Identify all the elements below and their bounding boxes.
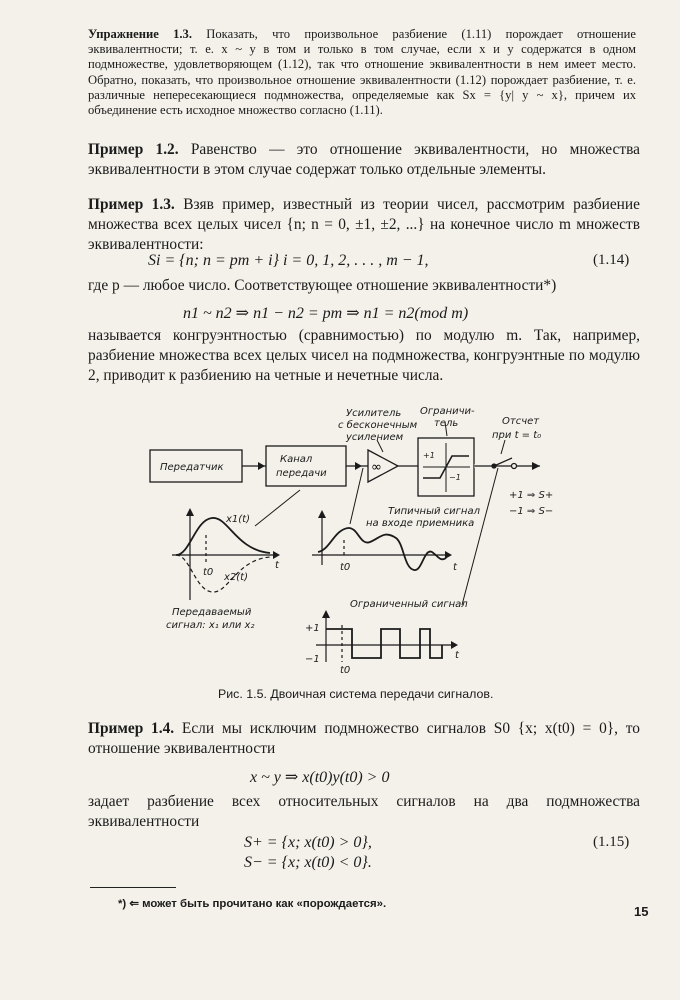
plot3-t-label: t bbox=[455, 650, 459, 661]
plot1-pointer bbox=[255, 490, 300, 526]
amp-input-arrow bbox=[355, 462, 362, 470]
plot2-y-arrow bbox=[318, 510, 326, 518]
plot3-t0-label: t0 bbox=[340, 665, 351, 676]
channel-label: Канал bbox=[280, 454, 313, 465]
example-1-4 bbox=[88, 719, 640, 759]
plot1-t0-label: t0 bbox=[203, 567, 214, 578]
limiter-label-1: Ограничи- bbox=[420, 406, 475, 417]
congruence-text: называется конгруэнтностью (сравнимостью) по модулю m. Так, например, разбиение множества всех целых чисел на подмножества, конгруэнтные по модулю 2, приводит к разбиению на четные и нечетные числа. bbox=[88, 327, 640, 384]
plot3-square-wave bbox=[326, 629, 442, 658]
sampling-label-1: Отсчет bbox=[502, 416, 540, 427]
plot2-curve bbox=[318, 528, 446, 570]
output-arrow bbox=[532, 462, 540, 470]
switch-blade bbox=[494, 458, 512, 466]
example-1-2-text: Равенство — это отношение эквивалентности, но множества эквивалентности в этом случае содержат только отдельные элементы. bbox=[88, 141, 640, 178]
plot1-x-arrow bbox=[273, 551, 280, 559]
plot2-pointer bbox=[350, 468, 363, 524]
formula-s-minus: S− = {x; x(t0) < 0}. bbox=[244, 854, 372, 871]
example-1-3 bbox=[88, 195, 640, 255]
plot2-label-1: Типичный сигнал bbox=[388, 506, 480, 517]
sampling-pointer bbox=[501, 440, 505, 454]
amplifier-label-3: усилением bbox=[346, 432, 404, 443]
example-1-4-cont: задает разбиение всех относительных сигналов на два подмножества эквивалентности bbox=[88, 793, 640, 830]
switch-contact bbox=[512, 464, 517, 469]
example-1-2-label: Пример 1.2. bbox=[88, 141, 179, 158]
plot1-caption-1: Передаваемый bbox=[172, 607, 252, 618]
sampling-label-2-visible: при t = t₀ bbox=[492, 430, 542, 441]
channel-input-arrow bbox=[258, 462, 265, 470]
plot3-plus-label: +1 bbox=[305, 623, 320, 634]
plot1-x2-label: x2(t) bbox=[224, 572, 249, 583]
plot1-transmitted-signal bbox=[172, 510, 278, 600]
formula-equivalence: x ~ y ⇒ x(t0)y(t0) > 0 bbox=[250, 769, 390, 786]
limiter-minus: −1 bbox=[449, 473, 461, 482]
equation-number-1-14: (1.14) bbox=[593, 252, 630, 268]
footnote: *) ⇐ может быть прочитано как «порождается». bbox=[118, 898, 387, 910]
limiter-label-2: тель bbox=[434, 418, 459, 429]
equation-number-1-15: (1.15) bbox=[593, 834, 630, 850]
example-1-2 bbox=[88, 140, 640, 180]
formula-s-plus: S+ = {x; x(t0) > 0}, bbox=[244, 834, 372, 851]
plot3-x-arrow bbox=[451, 641, 458, 649]
example-1-3-label: Пример 1.3. bbox=[88, 196, 175, 213]
channel-block bbox=[266, 446, 346, 486]
transmitter-label: Передатчик bbox=[160, 462, 224, 473]
plot2-x-arrow bbox=[445, 551, 452, 559]
example-1-3-text: Взяв пример, известный из теории чисел, рассмотрим разбиение множества всех целых чисел {n; n = 0, ±1, ±2, ...} на конечное число m множеств эквивалентности: bbox=[88, 196, 640, 253]
figure-caption: Рис. 1.5. Двоичная система передачи сигналов. bbox=[218, 687, 494, 701]
figure-binary-transmission bbox=[0, 400, 680, 685]
exercise-1-3 bbox=[88, 27, 636, 118]
exercise-text: Показать, что произвольное разбиение (1.11) порождает отношение эквивалентности; т. е. x ~ y в том и только в том случае, если x и y содержатся в одном подмножестве, удовлетворяющем (1.12), так что отношение эквивалентности в нем имеет место. Обратно, показать, что произвольное отношение эквивалентности (1.12) порождает разбиение, т. е. различные непересекающиеся подмножества, определяемые как Sx = {y| y ~ x}, причем их объединение есть исходное множество согласно (1.11). bbox=[88, 27, 636, 118]
formula-1-14: Si = {n; n = pm + i} i = 0, 1, 2, . . . , m − 1, bbox=[148, 252, 429, 269]
formula-congruence: n1 ~ n2 ⇒ n1 − n2 = pm ⇒ n1 = n2(mod m) bbox=[183, 305, 469, 322]
example-1-4-label: Пример 1.4. bbox=[88, 720, 175, 737]
plot2-t0-label: t0 bbox=[340, 562, 351, 573]
plot1-x1-label: x1(t) bbox=[226, 514, 251, 525]
limiter-plus: +1 bbox=[423, 451, 435, 460]
example-1-4-text: Если мы исключим подмножество сигналов S0 {x; x(t0) = 0}, то отношение эквивалентности bbox=[88, 720, 640, 757]
amplifier-label-2: с бесконечным bbox=[338, 420, 418, 431]
exercise-label: Упражнение 1.3. bbox=[88, 27, 193, 41]
page-number: 15 bbox=[634, 904, 649, 919]
plot3-limited-signal bbox=[316, 612, 456, 662]
plot2-label-2: на входе приемника bbox=[366, 518, 475, 529]
switch-pivot bbox=[492, 464, 496, 468]
plot3-label: Ограниченный сигнал bbox=[350, 599, 468, 610]
where-text: где p — любое число. Соответствующее отношение эквивалентности*) bbox=[88, 277, 557, 294]
amplifier-label-1: Усилитель bbox=[346, 408, 402, 419]
channel-label-2: передачи bbox=[276, 468, 327, 479]
plot1-y-arrow bbox=[186, 508, 194, 516]
output-minus-label: −1 ⇒ S− bbox=[509, 506, 554, 517]
footnote-rule bbox=[90, 887, 176, 888]
output-plus-label: +1 ⇒ S+ bbox=[509, 490, 554, 501]
plot3-y-arrow bbox=[322, 610, 330, 618]
plot1-caption-2: сигнал: x₁ или x₂ bbox=[166, 620, 255, 631]
plot2-t-label: t bbox=[453, 562, 457, 573]
plot3-minus-label: −1 bbox=[305, 654, 320, 665]
plot1-t-label: t bbox=[275, 560, 279, 571]
amplifier-symbol: ∞ bbox=[371, 460, 382, 475]
